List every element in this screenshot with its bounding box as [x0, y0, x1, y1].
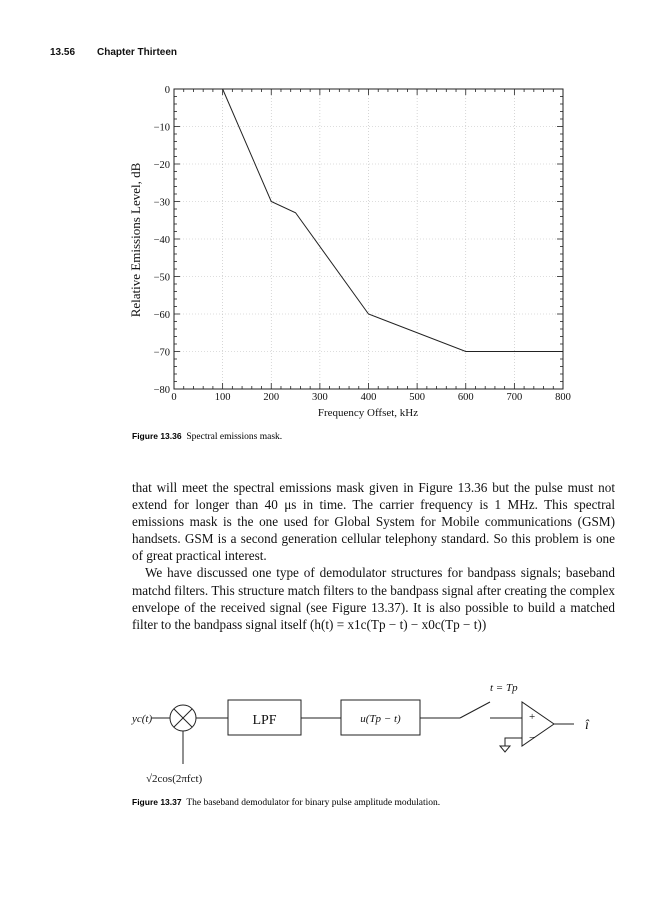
comparator-plus: + — [529, 711, 536, 723]
ground-wire — [505, 738, 522, 746]
ground-icon — [500, 746, 510, 752]
figure-13-36-caption — [132, 431, 282, 442]
y-tick-label: 0 — [164, 85, 170, 96]
x-axis-label: Frequency Offset, kHz — [317, 407, 419, 419]
body-text — [132, 479, 615, 633]
x-tick-label: 0 — [171, 392, 177, 403]
x-tick-label: 400 — [360, 392, 377, 403]
chart-tick-labels — [154, 85, 571, 403]
lpf-label: LPF — [252, 713, 277, 728]
caption-text: Spectral emissions mask. — [186, 432, 283, 442]
caption-label: Figure 13.36 — [132, 431, 182, 441]
x-tick-label: 600 — [457, 392, 474, 403]
y-tick-label: −70 — [153, 347, 170, 359]
caption-text: The baseband demodulator for binary pulse amplitude modulation. — [186, 798, 441, 808]
input-label: yc(t) — [132, 713, 153, 725]
sampling-switch — [460, 702, 490, 718]
demodulator-diagram — [0, 672, 664, 792]
y-tick-label: −80 — [153, 385, 170, 396]
emissions-mask-chart — [0, 0, 664, 430]
matched-filter-label: u(Tp − t) — [360, 713, 401, 725]
x-tick-label: 300 — [312, 392, 328, 403]
figure-13-37-caption — [132, 797, 440, 808]
x-tick-label: 800 — [555, 392, 571, 403]
y-tick-label: −60 — [153, 310, 170, 321]
y-axis-label: Relative Emissions Level, dB — [128, 162, 143, 318]
y-tick-label: −20 — [153, 160, 170, 171]
page-number: 13.56 — [50, 47, 76, 58]
x-tick-label: 200 — [263, 392, 280, 403]
x-tick-label: 500 — [409, 392, 425, 403]
comparator-minus: − — [529, 732, 536, 744]
comparator-icon — [522, 702, 554, 746]
mask-series-line — [223, 89, 563, 352]
oscillator-label: √2cos(2πfct) — [146, 773, 203, 785]
y-tick-label: −10 — [153, 122, 170, 134]
paragraph-1: that will meet the spectral emissions mask given in Figure 13.36 but the pulse must not extend for longer than 40 μs in time. The carrier frequency is 1 MHz. This spectral emissions mask is the one used for Global System for Mobile communications (GSM) handsets. GSM is a second generation cellular telephony standard. So this problem is one of great practical interest. — [132, 480, 615, 564]
y-tick-label: −30 — [153, 197, 170, 209]
chapter-title: Chapter Thirteen — [97, 47, 178, 58]
x-tick-label: 700 — [506, 392, 523, 403]
switch-label: t = Tp — [490, 682, 518, 694]
y-tick-label: −40 — [153, 235, 170, 246]
chart-grid — [174, 89, 563, 389]
output-label: î — [585, 718, 589, 733]
caption-label: Figure 13.37 — [132, 797, 182, 807]
y-tick-label: −50 — [153, 272, 170, 284]
x-tick-label: 100 — [214, 392, 231, 403]
paragraph-2: We have discussed one type of demodulator structures for bandpass signals; baseband matchd filters. This structure match filters to the bandpass signal after creating the complex envelope of the received signal (see Figure 13.37). It is also possible to build a matched filter to the bandpass signal itself (h(t) = x1c(Tp − t) − x0c(Tp − t)) — [132, 565, 615, 632]
